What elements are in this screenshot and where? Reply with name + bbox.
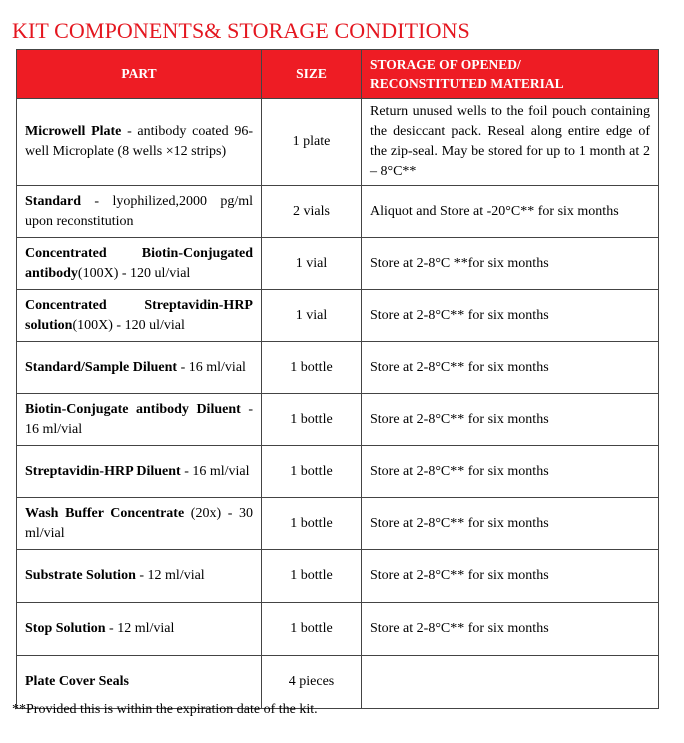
storage-cell: Store at 2-8°C **for six months: [362, 238, 659, 290]
storage-cell: Store at 2-8°C** for six months: [362, 446, 659, 498]
size-cell: 1 bottle: [262, 342, 362, 394]
size-cell: 1 bottle: [262, 550, 362, 603]
storage-cell: Return unused wells to the foil pouch containing the desiccant pack. Reseal along entire edge of the zip-seal. May be stored for up to 1 month at 2 – 8°C**: [362, 99, 659, 186]
component-name: Substrate Solution: [25, 568, 136, 583]
table-row: [17, 99, 659, 186]
part-cell: [17, 99, 262, 186]
table-row: [17, 498, 659, 550]
component-desc: (20x) - 30 ml/vial: [25, 505, 253, 541]
storage-cell: Store at 2-8°C** for six months: [362, 498, 659, 550]
component-desc: - 12 ml/vial: [105, 621, 175, 636]
part-cell: [17, 603, 262, 656]
size-cell: 1 plate: [262, 99, 362, 186]
component-name: Plate Cover Seals: [25, 674, 129, 689]
component-name: Wash Buffer Concentrate: [25, 505, 185, 521]
component-name: Standard/Sample Diluent: [25, 359, 178, 375]
part-cell: [17, 186, 262, 238]
size-cell: 1 bottle: [262, 603, 362, 656]
component-name: Concentrated Biotin-Conjugated antibody: [25, 245, 253, 281]
component-desc: - 16 ml/vial: [177, 359, 246, 375]
table-row: [17, 238, 659, 290]
part-cell: [17, 290, 262, 342]
storage-cell: Store at 2-8°C** for six months: [362, 394, 659, 446]
size-cell: 1 bottle: [262, 394, 362, 446]
table-header-row: [17, 50, 659, 99]
table-row: [17, 446, 659, 498]
part-cell: [17, 394, 262, 446]
storage-header-line1: STORAGE OF OPENED/: [370, 57, 521, 72]
part-cell: [17, 238, 262, 290]
part-column-header: PART: [17, 50, 262, 99]
storage-column-header: [362, 50, 659, 99]
component-name: Streptavidin-HRP Diluent: [25, 463, 181, 479]
component-desc: (100X) - 120 ul/vial: [77, 265, 191, 281]
storage-cell: Store at 2-8°C** for six months: [362, 550, 659, 603]
size-cell: 4 pieces: [262, 656, 362, 709]
size-cell: 1 vial: [262, 238, 362, 290]
storage-cell: Store at 2-8°C** for six months: [362, 290, 659, 342]
size-cell: 2 vials: [262, 186, 362, 238]
page-title: KIT COMPONENTS& STORAGE CONDITIONS: [12, 18, 470, 43]
size-cell: 1 bottle: [262, 446, 362, 498]
part-cell: [17, 550, 262, 603]
kit-components-table: [16, 49, 659, 709]
footnote: **Provided this is within the expiration date of the kit.: [12, 702, 318, 717]
storage-cell: Aliquot and Store at -20°C** for six months: [362, 186, 659, 238]
component-desc: - 16 ml/vial: [180, 463, 250, 479]
size-cell: 1 bottle: [262, 498, 362, 550]
table-row: [17, 186, 659, 238]
component-name: Concentrated Streptavidin-HRP solution: [25, 297, 253, 333]
component-name: Stop Solution: [25, 621, 106, 636]
component-desc: - 12 ml/vial: [135, 568, 205, 583]
component-name: Biotin-Conjugate antibody Diluent: [25, 401, 241, 417]
component-desc: - lyophilized,2000 pg/ml upon reconstitution: [25, 193, 253, 229]
part-cell: [17, 498, 262, 550]
table-row: [17, 394, 659, 446]
component-name: Standard: [25, 193, 82, 209]
storage-header-line2: RECONSTITUTED MATERIAL: [370, 76, 564, 91]
part-cell: [17, 656, 262, 709]
table-row: [17, 603, 659, 656]
part-cell: [17, 342, 262, 394]
storage-cell: Store at 2-8°C** for six months: [362, 342, 659, 394]
table-row: [17, 550, 659, 603]
table-row: [17, 656, 659, 709]
part-cell: [17, 446, 262, 498]
component-name: Microwell Plate: [25, 124, 122, 139]
table-row: [17, 290, 659, 342]
component-desc: (100X) - 120 ul/vial: [72, 317, 185, 333]
storage-cell: Store at 2-8°C** for six months: [362, 603, 659, 656]
size-cell: 1 vial: [262, 290, 362, 342]
component-desc: - antibody coated 96-well Microplate (8 wells ×12 strips): [25, 124, 253, 159]
size-column-header: SIZE: [262, 50, 362, 99]
table-row: [17, 342, 659, 394]
storage-cell: [362, 656, 659, 709]
component-desc: - 16 ml/vial: [25, 401, 253, 437]
